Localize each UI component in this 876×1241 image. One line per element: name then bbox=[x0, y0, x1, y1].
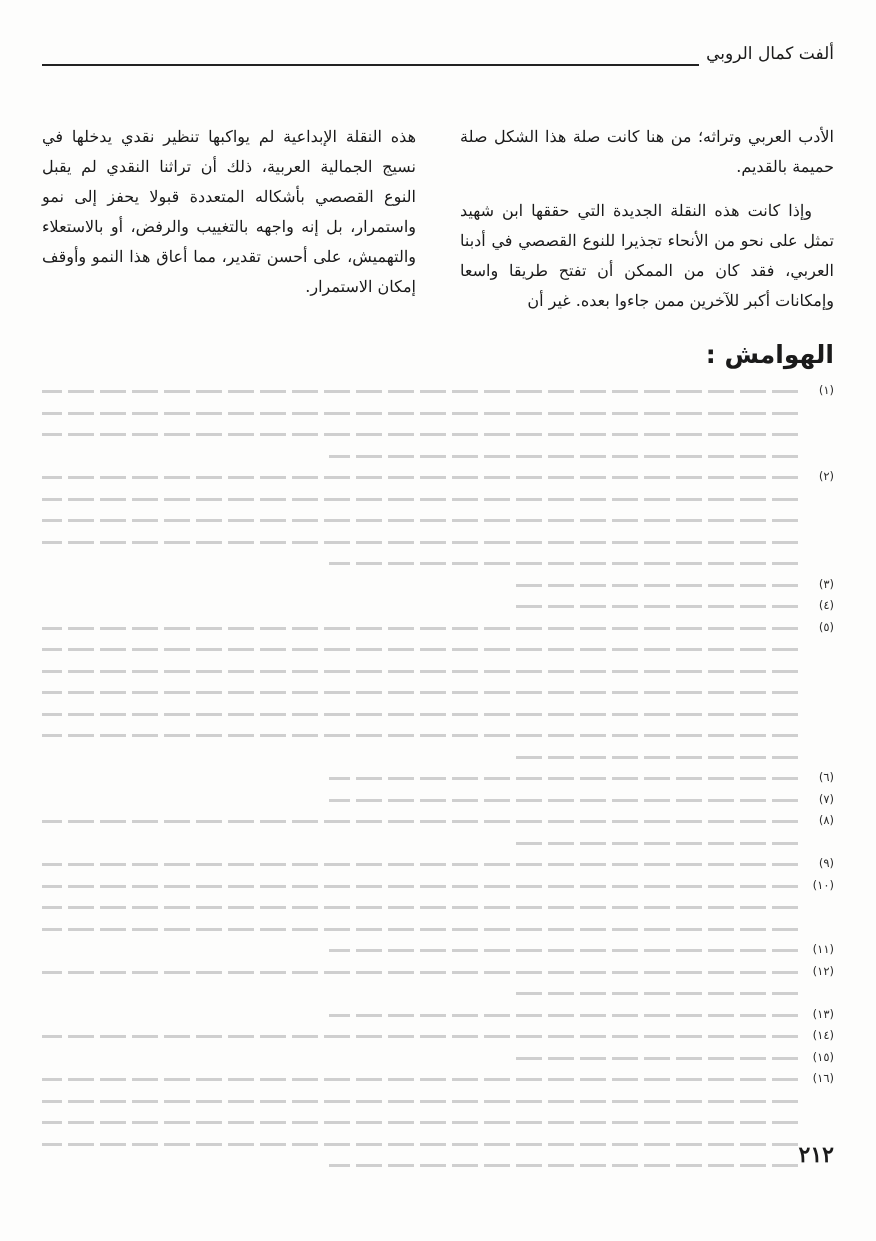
footnotes-list bbox=[42, 380, 834, 1176]
footnote bbox=[42, 810, 834, 853]
footnote-text bbox=[42, 466, 798, 574]
footnote-number: (٧) bbox=[818, 791, 834, 806]
footnote-number: (١) bbox=[818, 383, 834, 397]
body-column-right bbox=[460, 122, 834, 316]
footnote bbox=[42, 789, 834, 811]
footnote bbox=[42, 1004, 834, 1026]
footnote-text bbox=[42, 853, 798, 875]
footnote bbox=[42, 767, 834, 789]
footnote-text bbox=[42, 574, 798, 596]
footnote bbox=[42, 466, 834, 574]
footnote-text bbox=[42, 1047, 798, 1069]
footnote-text bbox=[42, 1025, 798, 1047]
footnote-text bbox=[42, 875, 798, 940]
header-rule bbox=[42, 64, 699, 66]
body-paragraph: هذه النقلة الإبداعية لم يواكبها تنظير نقدي يدخلها في نسيج الجمالية العربية، ذلك أن تراثنا النقدي لم يقبل النوع القصصي بأشكاله المتعددة قبولا يحفز إلى نمو واستمرار، بل إنه واجهه بالتغييب والرفض، أو بالاستعلاء والتهميش، على أحسن تقدير، مما أعاق هذا النمو وأوقف إمكان الاستمرار. bbox=[42, 127, 416, 296]
running-header bbox=[42, 44, 834, 74]
footnote-text bbox=[42, 767, 798, 789]
footnote bbox=[42, 961, 834, 1004]
footnote-text bbox=[42, 789, 798, 811]
footnote bbox=[42, 1025, 834, 1047]
footnote-number: (٨) bbox=[818, 813, 834, 827]
footnotes-heading: الهوامش : bbox=[705, 340, 834, 369]
footnote bbox=[42, 853, 834, 875]
footnote-number: (١١) bbox=[812, 942, 834, 956]
footnote-number: (١٤) bbox=[812, 1028, 834, 1042]
body-paragraph: وإذا كانت هذه النقلة الجديدة التي حققها ابن شهيد تمثل على نحو من الأنحاء تجذيرا للنوع القصصي في أدبنا العربي، فقد كان من الممكن أن تفتح طريقا واسعا وإمكانات أكبر للآخرين ممن جاءوا بعده. غير أن bbox=[460, 201, 834, 310]
footnote-number: (١٢) bbox=[812, 963, 834, 978]
footnote-number: (١٦) bbox=[812, 1071, 834, 1085]
footnote-text bbox=[42, 595, 798, 617]
footnote-number: (١٠) bbox=[812, 877, 834, 892]
footnote bbox=[42, 574, 834, 596]
footnote-text bbox=[42, 810, 798, 853]
footnote-text bbox=[42, 961, 798, 1004]
body-paragraph: الأدب العربي وتراثه؛ من هنا كانت صلة هذا الشكل صلة حميمة بالقديم. bbox=[460, 127, 834, 176]
footnote-number: (٦) bbox=[818, 770, 834, 784]
footnote bbox=[42, 380, 834, 466]
footnote bbox=[42, 875, 834, 940]
footnote-number: (١٣) bbox=[812, 1006, 834, 1021]
footnote bbox=[42, 1047, 834, 1069]
footnote bbox=[42, 595, 834, 617]
footnote-number: (٢) bbox=[818, 469, 834, 483]
body-column-left bbox=[42, 122, 416, 302]
running-header-author: ألفت كمال الروبي bbox=[706, 44, 834, 64]
footnote-number: (٣) bbox=[818, 576, 834, 591]
footnote bbox=[42, 617, 834, 768]
footnote-number: (٥) bbox=[818, 619, 834, 634]
footnote-text bbox=[42, 939, 798, 961]
footnote-number: (١٥) bbox=[812, 1049, 834, 1064]
footnote-text bbox=[42, 380, 798, 466]
page-number: ٢١٢ bbox=[798, 1142, 834, 1168]
footnote bbox=[42, 939, 834, 961]
footnote-text bbox=[42, 617, 798, 768]
footnote-number: (٤) bbox=[818, 598, 834, 612]
footnote-text bbox=[42, 1068, 798, 1176]
footnote-text bbox=[42, 1004, 798, 1026]
footnote bbox=[42, 1068, 834, 1176]
footnote-number: (٩) bbox=[818, 856, 834, 870]
